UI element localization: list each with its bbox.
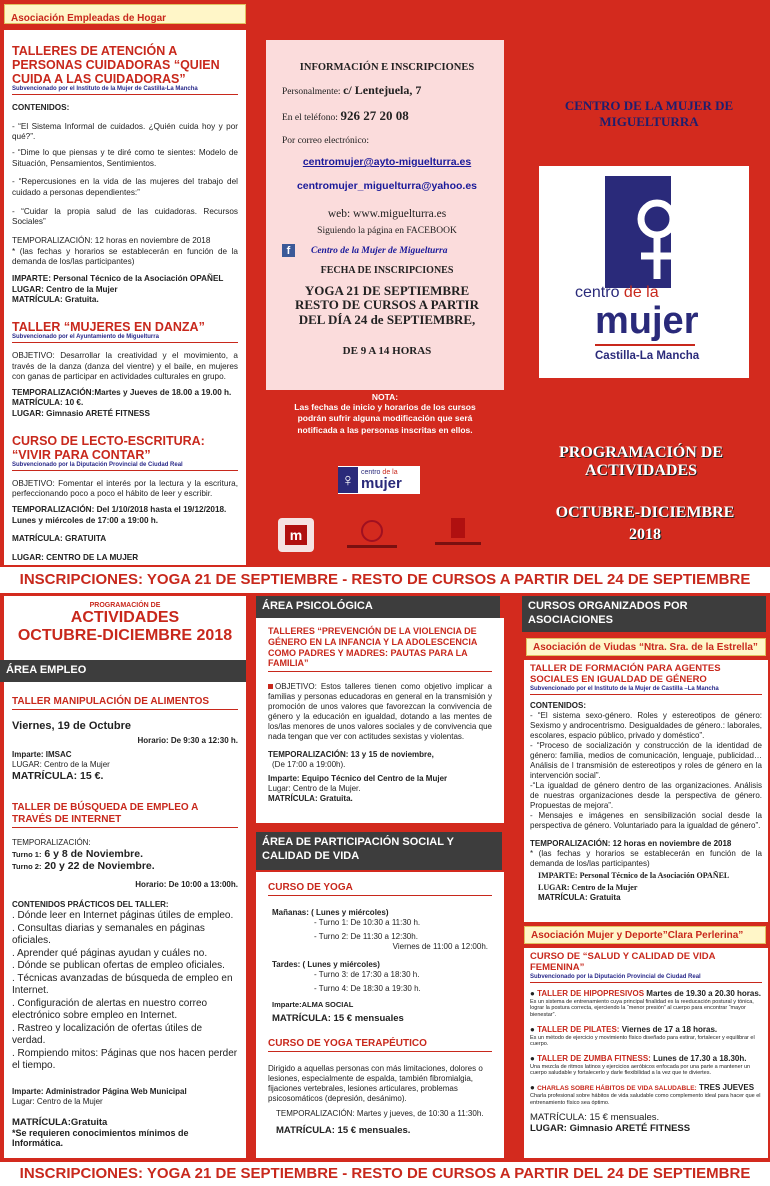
- area-psico-header: ÁREA PSICOLÓGICA: [256, 596, 500, 618]
- danza-objetivo: OBJETIVO: Desarrollar la creatividad y el movimiento, a través de la danza (danza del vientre) y el baile, en mujeres con ganas de participar en actividades culturales en grupo.: [12, 350, 238, 382]
- lecto-title: CURSO DE LECTO-ESCRITURA: “VIVIR PARA CONTAR”: [12, 433, 205, 462]
- charlas-time: TRES JUEVES: [698, 1083, 755, 1092]
- yoga-matricula: MATRÍCULA: 15 € mensuales: [272, 1013, 404, 1024]
- charlas-desc: Charla profesional sobre hábitos de vida saludable como complemento ideal para hacer que el entrenamiento físico sea óptimo.: [530, 1093, 761, 1106]
- hipo-label: TALLER DE HIPOPRESIVOS: [537, 988, 645, 998]
- alimentos-imparte: Imparte: IMSAC: [12, 750, 72, 760]
- contenidos-label: CONTENIDOS:: [12, 103, 70, 112]
- alimentos-title: TALLER MANIPULACIÓN DE ALIMENTOS: [12, 696, 210, 708]
- turno2-value: 20 y 22 de Noviembre.: [44, 860, 155, 873]
- web-link[interactable]: web: www.miguelturra.es: [327, 208, 447, 220]
- alimentos-matricula: MATRÍCULA: 15 €.: [12, 770, 104, 783]
- cover-prog-title: PROGRAMACIÓN DE ACTIVIDADES: [559, 444, 723, 480]
- cuidadoras-item-1: - “El Sistema Informal de cuidados. ¿Quién cuida hoy y por qué?”.: [12, 121, 238, 142]
- venus-icon: ♀: [338, 467, 358, 493]
- danza-sub: Subvencionado por el Ayuntamiento de Miguelturra: [12, 333, 159, 340]
- yoga-mananas: Mañanas: ( Lunes y miércoles): [272, 908, 389, 917]
- salud-lugar: LUGAR: Gimnasio ARETÉ FITNESS: [530, 1123, 691, 1135]
- cuidadoras-matricula: MATRÍCULA: Gratuita.: [12, 295, 99, 305]
- violencia-title: TALLERES “PREVENCIÓN DE LA VIOLENCIA DE GÉNERO EN LA INFANCIA Y LA ADOLESCENCIA COMO PADRES Y MADRES: PAUTAS PARA LA FAMILIA”: [268, 626, 478, 669]
- fecha-title: FECHA DE INSCRIPCIONES: [320, 265, 454, 276]
- alimentos-lugar: LUGAR: Centro de la Mujer: [12, 760, 110, 770]
- cuidadoras-lugar: LUGAR: Centro de la Mujer: [12, 284, 118, 294]
- pilates-desc: Es un método de ejercicio y movimiento físico diseñado para estirar, fortalecer y equilibrar el cuerpo.: [530, 1034, 755, 1048]
- pilates-time: Viernes de 17 a 18 horas.: [621, 1024, 718, 1034]
- telefono-value: 926 27 20 08: [340, 108, 409, 123]
- busqueda-item-6: . Configuración de alertas en nuestro correo electrónico sobre empleo en Internet.: [12, 997, 208, 1022]
- left-top-panel: [4, 30, 246, 565]
- cuidadoras-item-3: - “Repercusiones en la vida de las mujeres del trabajo del cuidado a personas dependientes:”: [12, 177, 238, 197]
- sponsor-logo-miguelturra: [345, 518, 399, 552]
- violencia-temporalizacion: TEMPORALIZACIÓN: 13 y 15 de noviembre,: [268, 750, 434, 760]
- zumba-bullet-icon: ●: [530, 1053, 535, 1063]
- col1-title2: OCTUBRE-DICIEMBRE 2018: [17, 626, 233, 644]
- nota-block: [290, 392, 480, 436]
- logo-large-mujer: mujer: [595, 300, 699, 342]
- area-empleo-header: ÁREA EMPLEO: [0, 660, 246, 682]
- facebook-page[interactable]: Centro de la Mujer de Miguelturra: [311, 245, 448, 256]
- hipo-bullet-icon: ●: [530, 988, 535, 998]
- fecha-line-1: YOGA 21 DE SEPTIEMBRE: [304, 283, 470, 298]
- busqueda-item-1: . Dónde leer en Internet páginas útiles de empleo.: [12, 910, 234, 922]
- busqueda-matricula: MATRÍCULA:Gratuita: [12, 1116, 108, 1128]
- bullet-icon: [268, 684, 273, 689]
- cover-center-title: CENTRO DE LA MUJER DE MIGUELTURRA: [564, 98, 734, 129]
- logo-large-top: centro: [575, 284, 620, 301]
- logo-small-top: centro: [361, 469, 381, 476]
- col1-prog-label: PROGRAMACIÓN DE: [89, 602, 161, 609]
- lecto-temporalizacion: TEMPORALIZACIÓN: Del 1/10/2018 hasta el 19/12/2018. Lunes y miércoles de 17:00 a 19:00 h.: [12, 505, 227, 525]
- agentes-item-1: - “El sistema sexo-género. Roles y estereotipos de género: Sexismo y androcentrismo. Desigualdades de género.: laborales, escolares, espacio público, privado y doméstico”.: [530, 710, 762, 740]
- cuidadoras-item-4: - “Cuidar la propia salud de las cuidadoras. Recursos Sociales”: [12, 206, 238, 227]
- nota-label: NOTA:: [371, 392, 399, 402]
- violencia-imparte: Imparte: Equipo Técnico del Centro de la Mujer: [268, 774, 448, 784]
- busqueda-requisito: *Se requieren conocimientos mínimos de Informática.: [12, 1127, 189, 1148]
- salud-title: CURSO DE “SALUD Y CALIDAD DE VIDA FEMENINA”: [530, 951, 716, 973]
- pilates-label: TALLER DE PILATES:: [537, 1024, 620, 1034]
- personalmente-value: c/ Lentejuela, 7: [343, 83, 422, 97]
- alimentos-horario: Horario: De 9:30 a 12:30 h.: [137, 736, 238, 746]
- facebook-label: Siguiendo la página en FACEBOOK: [317, 226, 457, 236]
- deporte-header: Asociación Mujer y Deporte”Clara Perlerina”: [524, 926, 766, 944]
- zumba-desc: Una mezcla de ritmos latinos y ejercicios aeróbicos enfocada por una parte a mantener un cuerpo saludable y fortalecerlo y darle flexibilidad a la vez que te diviertes.: [530, 1063, 751, 1077]
- horario-inscripciones: DE 9 A 14 HORAS: [342, 344, 432, 357]
- busqueda-horario: Horario: De 10:00 a 13:00h.: [135, 880, 238, 890]
- yoga-t2: - Turno 2: De 11:30 a 12:30h.: [314, 932, 418, 941]
- busqueda-item-3: . Aprender qué páginas ayudan y cuáles no.: [12, 947, 208, 959]
- agentes-sub: Subvencionado por el Instituto de la Mujer de Castilla –La Mancha: [530, 685, 719, 692]
- danza-temporalizacion: TEMPORALIZACIÓN:Martes y Jueves de 18.00 a 19.00 h.: [12, 387, 232, 397]
- viudas-header: Asociación de Viudas “Ntra. Sra. de la Estrella”: [526, 638, 766, 656]
- assoc-empleadas-header: [4, 4, 246, 24]
- info-panel: [266, 40, 504, 390]
- fecha-line-2: RESTO DE CURSOS A PARTIR: [295, 297, 479, 313]
- lecto-lugar: LUGAR: CENTRO DE LA MUJER: [12, 553, 139, 563]
- busqueda-item-2: . Consultas diarias y semanales en páginas oficiales.: [12, 922, 205, 947]
- col2-panel-bottom: [256, 872, 504, 1158]
- logo-small-bottom: mujer: [361, 475, 402, 492]
- logo-small-de: de la: [382, 469, 398, 476]
- busqueda-lugar: Lugar: Centro de la Mujer: [12, 1096, 103, 1106]
- busqueda-item-5: . Técnicas avanzadas de búsqueda de empleo en Internet.: [12, 972, 233, 997]
- hipo-time: Martes de 19.30 a 20.30 horas.: [646, 988, 762, 998]
- turno1-label: Turno 1:: [12, 850, 42, 860]
- assoc-empleadas-label: Asociación Empleadas de Hogar: [11, 13, 167, 24]
- yoga-title: CURSO DE YOGA: [268, 882, 353, 893]
- agentes-lugar: LUGAR: Centro de la Mujer: [538, 882, 638, 892]
- personalmente-label: Personalmente:: [282, 87, 341, 97]
- terapeutico-matricula: MATRÍCULA: 15 € mensuales.: [276, 1125, 411, 1136]
- agentes-item-4: - Mensajes e imágenes en sensibilización social desde la perspectiva de género. Voluntariado para la igualdad de género”.: [530, 810, 762, 830]
- telefono-label: En el teléfono:: [282, 113, 338, 123]
- correo-label: Por correo electrónico:: [282, 136, 370, 146]
- busqueda-contenidos-label: CONTENIDOS PRÁCTICOS DEL TALLER:: [12, 900, 169, 910]
- lecto-sub: Subvencionado por la Diputación Provincial de Ciudad Real: [12, 461, 183, 468]
- agentes-item-2: - “Proceso de socialización y construcción de la identidad de género: familia, medios de comunicación, lenguaje, publicidad… Análisis de l transmisión de estereotipos y roles de género en la intervención social”.: [530, 740, 762, 780]
- facebook-icon: f: [282, 244, 295, 257]
- busqueda-item-8: . Rompiendo mitos: Páginas que nos hacen perder el tiempo.: [12, 1047, 238, 1072]
- salud-sub: Subvencionado por la Diputación Provincial de Ciudad Real: [530, 973, 701, 980]
- agentes-imparte: IMPARTE: Personal Técnico de la Asociación OPAÑEL: [538, 870, 730, 880]
- hipo-desc: Es un sistema de entrenamiento cuya principal finalidad es la reeducación postural y tónica, lograr la postura correcta, ejerciendo la “menor presión” al cuerpo para encontrar “mayor bienestar”.: [530, 998, 754, 1019]
- yoga-tardes: Tardes: ( Lunes y miércoles): [272, 960, 380, 969]
- agentes-nota: * (las fechas y horarios se establecerán en función de la demanda de los/las participantes): [530, 848, 762, 868]
- cuidadoras-nota: * (las fechas y horarios se establecerán en función de la demanda de los/las participantes): [12, 246, 238, 267]
- venus-logo-icon: [627, 194, 687, 284]
- violencia-horario: (De 17:00 a 19:00h).: [272, 760, 346, 770]
- agentes-title: TALLER DE FORMACIÓN PARA AGENTES SOCIALES EN IGUALDAD DE GÉNERO: [530, 663, 721, 685]
- busqueda-temporalizacion: TEMPORALIZACIÓN:: [12, 838, 91, 848]
- cursos-asociaciones-header: CURSOS ORGANIZADOS POR ASOCIACIONES: [522, 596, 766, 632]
- yoga-t3: - Turno 3: de 17:30 a 18:30 h.: [314, 970, 420, 979]
- danza-matricula: MATRÍCULA: 10 €.: [12, 398, 84, 408]
- zumba-time: Lunes de 17.30 a 18.30h.: [653, 1053, 747, 1063]
- busqueda-imparte: Imparte: Administrador Página Web Municipal: [12, 1086, 187, 1096]
- busqueda-item-4: . Dónde se publican ofertas de empleo oficiales.: [12, 960, 225, 972]
- col1-title1: ACTIVIDADES: [70, 609, 180, 626]
- cuidadoras-temporalizacion: TEMPORALIZACIÓN: 12 horas en noviembre de 2018: [12, 235, 211, 245]
- terapeutico-title: CURSO DE YOGA TERAPÉUTICO: [268, 1038, 427, 1049]
- area-social-header: ÁREA DE PARTICIPACIÓN SOCIAL Y CALIDAD DE VIDA: [256, 832, 502, 870]
- info-title: INFORMACIÓN E INSCRIPCIONES: [299, 62, 475, 73]
- agentes-contenidos-label: CONTENIDOS:: [530, 700, 586, 710]
- charlas-label: CHARLAS SOBRE HÁBITOS DE VIDA SALUDABLE:: [537, 1085, 697, 1092]
- pilates-bullet-icon: ●: [530, 1024, 535, 1034]
- email2-link[interactable]: centromujer_miguelturra@yahoo.es: [296, 180, 478, 192]
- yoga-viernes: Viernes de 11:00 a 12:00h.: [392, 942, 488, 951]
- terapeutico-text: Dirigido a aquellas personas con más limitaciones, dolores o lesiones, especialmente de espalda, también fibromialgia, fijaciones vertebrales, lesiones articulares, problemas psicosomáticos (depresión, desánimo).: [268, 1064, 483, 1103]
- banner-top: INSCRIPCIONES: YOGA 21 DE SEPTIEMBRE - RESTO DE CURSOS A PARTIR DEL 24 DE SEPTIEMBRE: [0, 567, 770, 593]
- busqueda-title: TALLER DE BÚSQUEDA DE EMPLEO A TRAVÉS DE INTERNET: [12, 802, 198, 825]
- violencia-objetivo: OBJETIVO: Estos talleres tienen como objetivo implicar a familias y personas educadoras en general en la transmisión y promoción de unos valores que favorezcan la convivencia de género y la educación en igualdad, dotando a las mentes de los/las menores de unos valores sociales y de convivencia que nada tengan que ver con actitudes sexistas y violentas.: [268, 682, 492, 742]
- centro-mujer-logo-small: [338, 466, 420, 494]
- salud-matricula: MATRÍCULA: 15 € mensuales.: [530, 1112, 660, 1124]
- yoga-t1: - Turno 1: De 10:30 a 11:30 h.: [314, 918, 421, 927]
- agentes-temporalizacion: TEMPORALIZACIÓN: 12 horas en noviembre de 2018: [530, 838, 732, 848]
- charlas-bullet-icon: ●: [530, 1083, 535, 1092]
- cuidadoras-imparte: IMPARTE: Personal Técnico de la Asociación OPAÑEL: [12, 273, 224, 283]
- logo-large-de: de la: [623, 284, 659, 301]
- sponsor-logo-ayuntamiento: m: [278, 518, 314, 552]
- sponsor-logo-junta: [432, 518, 484, 552]
- danza-lugar: LUGAR: Gimnasio ARETÉ FITNESS: [12, 409, 150, 419]
- violencia-matricula: MATRÍCULA: Gratuita.: [268, 794, 353, 804]
- fecha-line-3: DEL DÍA 24 de SEPTIEMBRE,: [298, 311, 476, 327]
- yoga-imparte: Imparte:ALMA SOCIAL: [272, 1000, 354, 1009]
- col3-panel-top: [524, 660, 768, 922]
- violencia-lugar: Lugar: Centro de la Mujer.: [268, 784, 361, 794]
- nota-text: Las fechas de inicio y horarios de los cursos podrán sufrir alguna modificación que será notificada a las personas inscritas en ellos.: [294, 402, 476, 435]
- agentes-item-3: -“La igualdad de género dentro de las organizaciones. Análisis de nuestras organizaciones desde la perspectiva de género. Propuestas de mejora”.: [530, 780, 762, 810]
- lecto-objetivo: OBJETIVO: Fomentar el interés por la lectura y la escritura, perfeccionando poco a poco el hábito de leer y escribir.: [12, 478, 238, 499]
- yoga-t4: - Turno 4: De 18:30 a 19:30 h.: [314, 984, 421, 993]
- col3-panel-bottom: [524, 948, 768, 1158]
- centro-mujer-logo-large: [539, 166, 749, 378]
- agentes-matricula: MATRÍCULA: Gratuita: [538, 892, 621, 902]
- zumba-label: TALLER DE ZUMBA FITNESS:: [537, 1053, 651, 1063]
- col2-panel-top: [256, 618, 504, 823]
- cover-period: OCTUBRE-DICIEMBRE 2018: [555, 504, 735, 544]
- talleres-cuidadoras-title: TALLERES DE ATENCIÓN A PERSONAS CUIDADORAS “QUIEN CUIDA A LAS CUIDADORAS”: [12, 44, 220, 86]
- email1-link[interactable]: centromujer@ayto-miguelturra.es: [302, 156, 472, 168]
- turno1-value: 6 y 8 de Noviembre.: [44, 848, 144, 861]
- alimentos-date: Viernes, 19 de Octubre: [12, 720, 132, 733]
- terapeutico-temporalizacion: TEMPORALIZACIÓN: Martes y jueves, de 10:30 a 11:30h.: [276, 1109, 484, 1118]
- busqueda-item-7: . Rastreo y localización de ofertas útiles de verdad.: [12, 1022, 203, 1047]
- logo-large-region: Castilla-La Mancha: [595, 350, 700, 362]
- talleres-cuidadoras-sub: Subvencionado por el Instituto de la Mujer de Castilla-La Mancha: [12, 86, 198, 92]
- turno2-label: Turno 2:: [12, 862, 42, 872]
- cuidadoras-item-2: - “Dime lo que piensas y te diré como te sientes: Modelo de Situación, Pensamientos, Sentimientos.: [12, 147, 238, 168]
- lecto-matricula: MATRÍCULA: GRATUITA: [12, 534, 107, 544]
- banner-bottom: INSCRIPCIONES: YOGA 21 DE SEPTIEMBRE - RESTO DE CURSOS A PARTIR DEL 24 DE SEPTIEMBRE: [0, 1162, 770, 1186]
- danza-title: TALLER “MUJERES EN DANZA”: [12, 319, 205, 334]
